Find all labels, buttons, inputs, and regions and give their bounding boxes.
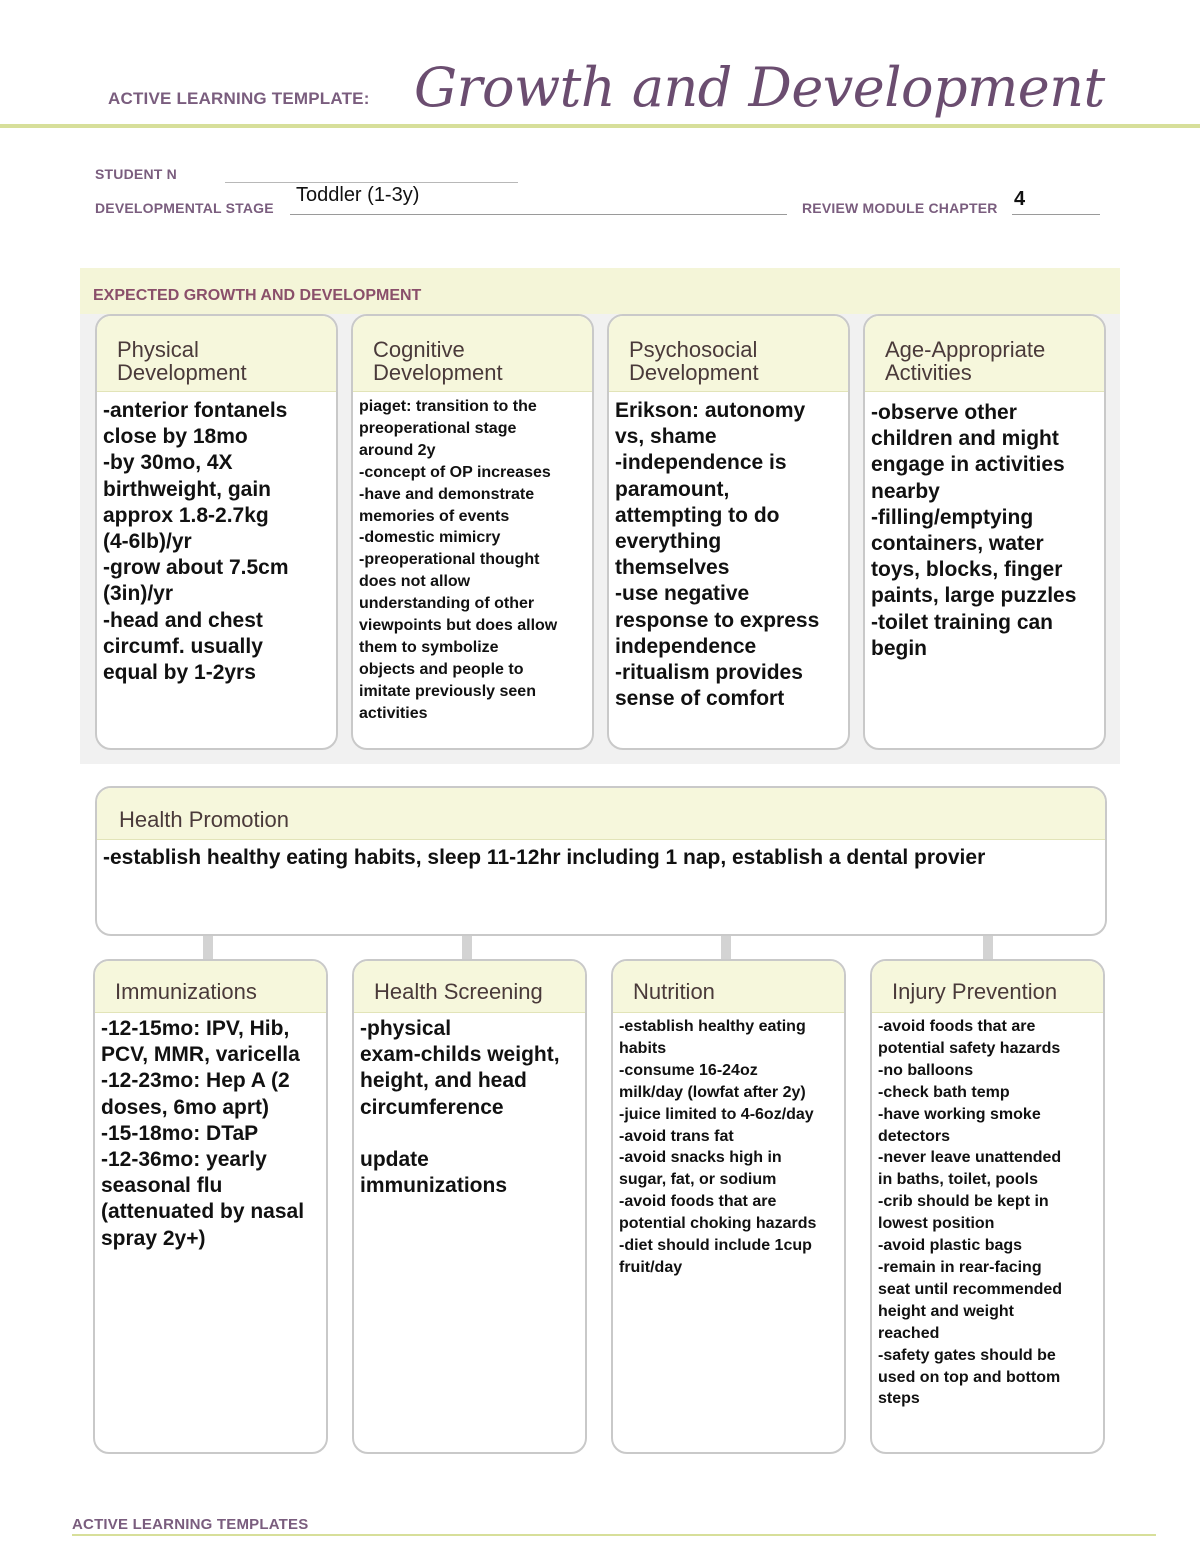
physical-development-text[interactable]: -anterior fontanels close by 18mo -by 30mo, 4X birthweight, gain approx 1.8-2.7kg (4-6lb)/yr -grow about 7.5cm (3in)/yr -head and chest circumf. usually equal by 1-2yrs [103,399,289,685]
health-screening-text[interactable]: -physical exam-childs weight, height, and head circumference update immunizations [360,1017,560,1198]
immunizations-title: Immunizations [115,979,257,1004]
developmental-stage-label: DEVELOPMENTAL STAGE [95,200,274,216]
connector-nutrition [721,936,731,959]
cognitive-development-card [351,314,594,750]
physical-development-title: Physical Development [117,337,247,385]
review-module-chapter-field[interactable]: 4 [1014,188,1026,210]
connector-injury-prevention [983,936,993,959]
injury-prevention-header [872,961,1103,1013]
immunizations-card [93,959,328,1454]
nutrition-card [611,959,846,1454]
age-appropriate-activities-header [865,316,1104,392]
developmental-stage-field[interactable]: Toddler (1-3y) [296,184,420,206]
health-screening-card [352,959,587,1454]
health-promotion-card [95,786,1107,936]
psychosocial-development-title: Psychosocial Development [629,337,759,385]
age-appropriate-activities-card [863,314,1106,750]
injury-prevention-card [870,959,1105,1454]
physical-development-header [97,316,336,392]
age-appropriate-activities-text[interactable]: -observe other children and might engage in activities nearby -filling/emptying containers, water toys, blocks, finger paints, large puzzles -toilet training can begin [871,401,1077,660]
immunizations-text[interactable]: -12-15mo: IPV, Hib, PCV, MMR, varicella -12-23mo: Hep A (2 doses, 6mo aprt) -15-18mo: DTaP -12-36mo: yearly seasonal flu (attenuated by nasal spray 2y+) [101,1017,305,1250]
template-label: ACTIVE LEARNING TEMPLATE: [108,89,370,108]
review-module-chapter-underline [1012,214,1100,215]
header-rule [0,124,1200,128]
footer-label: ACTIVE LEARNING TEMPLATES [72,1516,309,1533]
review-module-chapter-label: REVIEW MODULE CHAPTER [802,200,998,216]
cognitive-development-title: Cognitive Development [373,337,503,385]
health-promotion-header [97,788,1105,840]
student-name-field[interactable] [225,182,518,183]
health-promotion-text[interactable]: -establish healthy eating habits, sleep 11-12hr including 1 nap, establish a dental provier [103,846,986,869]
health-screening-title: Health Screening [374,979,543,1004]
expected-growth-title: EXPECTED GROWTH AND DEVELOPMENT [93,287,422,304]
psychosocial-development-header [609,316,848,392]
nutrition-header [613,961,844,1013]
psychosocial-development-card [607,314,850,750]
connector-health-screening [462,936,472,959]
cognitive-development-header [353,316,592,392]
connector-immunizations [203,936,213,959]
injury-prevention-text[interactable]: -avoid foods that are potential safety hazards -no balloons -check bath temp -have working smoke detectors -never leave unattended in baths, toilet, pools -crib should be kept in lowest position -avoid plastic bags -remain in rear-facing seat until recommended height and weight reached -safety gates should be used on top and bottom steps [878,1018,1063,1408]
developmental-stage-underline [290,214,787,215]
injury-prevention-title: Injury Prevention [892,979,1058,1004]
footer-rule [72,1534,1156,1536]
physical-development-card [95,314,338,750]
page-title: Growth and Development [414,56,1105,119]
health-screening-header [354,961,585,1013]
cognitive-development-text[interactable]: piaget: transition to the preoperational stage around 2y -concept of OP increases -have and demonstrate memories of events -domestic mimicry -preoperational thought does not allow understanding of other viewpoints but does allow them to symbolize objects and people to imitate previously seen activities [359,398,558,722]
nutrition-text[interactable]: -establish healthy eating habits -consume 16-24oz milk/day (lowfat after 2y) -juice limited to 4-6oz/day -avoid trans fat -avoid snacks high in sugar, fat, or sodium -avoid foods that are potential choking hazards -diet should include 1cup fruit/day [619,1018,817,1276]
student-name-label: STUDENT N [95,166,177,182]
nutrition-title: Nutrition [633,979,715,1004]
psychosocial-development-text[interactable]: Erikson: autonomy vs, shame -independence is paramount, attempting to do everything themselves -use negative response to express independence -ritualism provides sense of comfort [615,399,820,711]
age-appropriate-activities-title: Age-Appropriate Activities [885,337,1046,385]
health-promotion-title: Health Promotion [119,807,289,832]
immunizations-header [95,961,326,1013]
